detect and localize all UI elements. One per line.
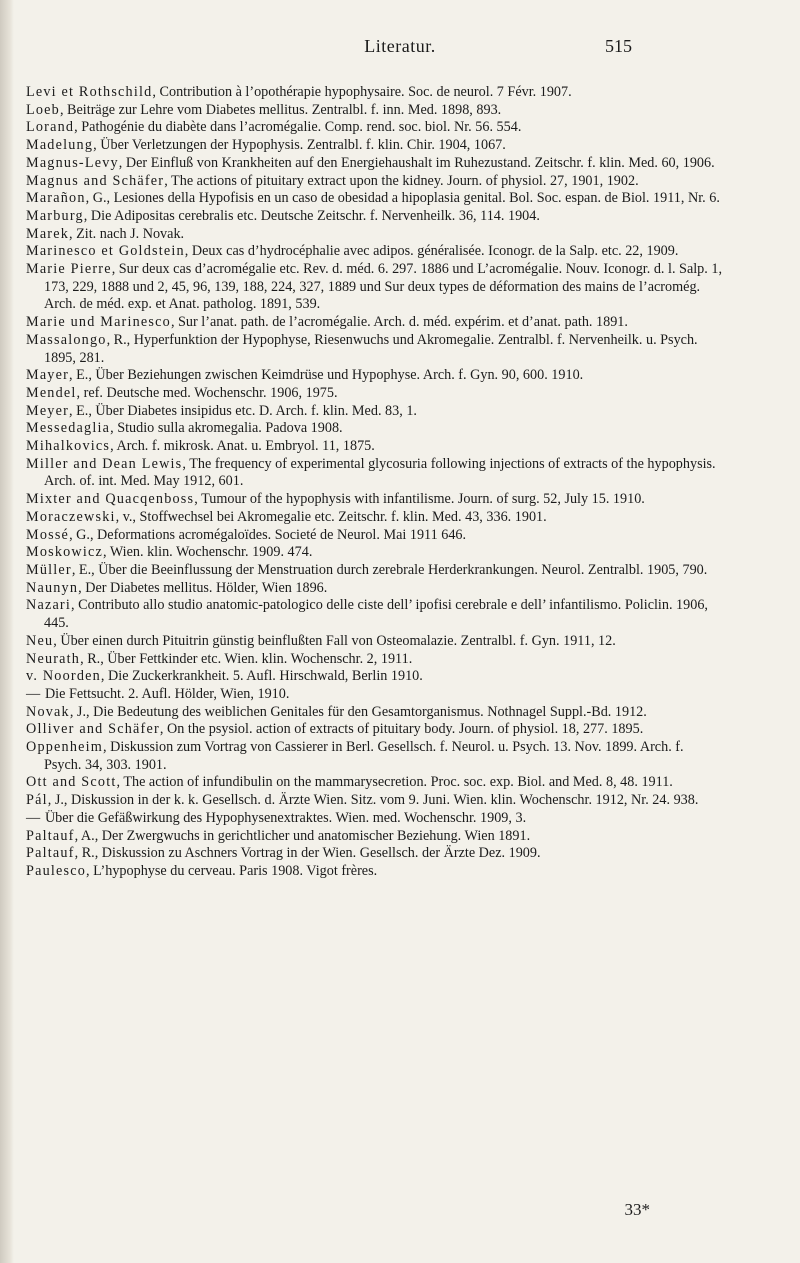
bibliography-entry <box>26 84 722 102</box>
entry-citation: , Deux cas d’hydrocéphalie avec adipos. généralisée. Iconogr. de la Salp. etc. 22, 1909. <box>184 243 679 260</box>
entry-citation: , Beiträge zur Lehre vom Diabetes mellitus. Zentralbl. f. inn. Med. 1898, 893. <box>59 101 502 118</box>
entry-author: Meyer <box>26 402 70 419</box>
bibliography-entry <box>26 190 722 208</box>
entry-author: Paulesco <box>26 862 87 879</box>
entry-author: Loeb <box>26 101 60 118</box>
entry-citation: , Diskussion zum Vortrag von Cassierer in Berl. Gesellsch. f. Neurol. u. Psych. 13. Nov. 1899. Arch. f. Psych. 34, 303. 1901. <box>44 739 684 773</box>
entry-citation: , Sur l’anat. path. de l’acromégalie. Arch. d. méd. expérim. et d’anat. path. 1891. <box>170 314 628 331</box>
bibliography-entry <box>26 651 722 669</box>
entry-author: Neurath <box>26 650 81 667</box>
bibliography-entry <box>26 226 722 244</box>
bibliography-entry <box>26 332 722 367</box>
entry-citation: , Über einen durch Pituitrin günstig beinflußten Fall von Osteomalazie. Zentralbl. f. Gyn. 1911, 12. <box>53 632 616 649</box>
bibliography-entry <box>26 633 722 651</box>
entry-author: Olliver and Schäfer <box>26 721 160 738</box>
bibliography-entry <box>26 119 722 137</box>
bibliography-entry <box>26 792 722 810</box>
entry-citation: , Arch. f. mikrosk. Anat. u. Embryol. 11, 1875. <box>110 438 375 455</box>
entry-citation: , R., Diskussion zu Aschners Vortrag in der Wien. Gesellsch. der Ärzte Dez. 1909. <box>74 845 541 862</box>
entry-author: Paltauf <box>26 845 75 862</box>
entry-citation: , Über Verletzungen der Hypophysis. Zentralbl. f. klin. Chir. 1904, 1067. <box>93 137 506 154</box>
entry-citation: , The frequency of experimental glycosuria following injections of extracts of the hypophysis. Arch. of. int. Med. May 1912, 601. <box>44 455 716 490</box>
entry-citation: , E., Über Diabetes insipidus etc. D. Arch. f. klin. Med. 83, 1. <box>69 402 417 419</box>
bibliography-entry <box>26 491 722 509</box>
entry-citation: , Der Einfluß von Krankheiten auf den Energiehaushalt im Ruhezustand. Zeitschr. f. klin. Med. 60, 1906. <box>118 154 715 171</box>
entry-citation: , J., Diskussion in der k. k. Gesellsch. d. Ärzte Wien. Sitz. vom 9. Juni. Wien. klin. Wochenschr. 1912, Nr. 24. 938. <box>47 792 699 809</box>
entry-citation: , A., Der Zwergwuchs in gerichtlicher und anatomischer Beziehung. Wien 1891. <box>74 827 531 844</box>
entry-author: Magnus and Schäfer <box>26 172 165 189</box>
running-title: Literatur. <box>364 36 436 56</box>
entry-citation: , The action of infundibulin on the mammarysecretion. Proc. soc. exp. Biol. and Med. 8, 48. 1911. <box>116 774 673 791</box>
entry-citation: , ref. Deutsche med. Wochenschr. 1906, 1975. <box>76 384 338 401</box>
entry-author: — <box>26 809 42 826</box>
entry-citation: , G., Lesiones della Hypofisis en un caso de obesidad a hipoplasia genital. Bol. Soc. espan. de Biol. 1911, Nr. 6. <box>85 190 720 207</box>
bibliography-entry <box>26 420 722 438</box>
bibliography-entry <box>26 438 722 456</box>
entry-citation: , Der Diabetes mellitus. Hölder, Wien 1896. <box>78 579 328 596</box>
entry-citation: , Pathogénie du diabète dans l’acromégalie. Comp. rend. soc. biol. Nr. 56. 554. <box>74 119 522 136</box>
entry-author: Levi et Rothschild <box>26 84 153 100</box>
bibliography-entry <box>26 562 722 580</box>
bibliography-entry <box>26 509 722 527</box>
entry-author: Madelung <box>26 137 94 154</box>
entry-citation: , Studio sulla akromegalia. Padova 1908. <box>110 420 343 437</box>
entry-author: Marañon <box>26 190 86 207</box>
entry-author: Novak <box>26 703 70 720</box>
bibliography-entry <box>26 261 722 314</box>
entry-author: Mixter and Quacqenboss <box>26 491 195 508</box>
entry-citation: , Sur deux cas d’acromégalie etc. Rev. d. méd. 6. 297. 1886 und L’acromégalie. Nouv. Iconogr. d. l. Salp. 1, 173, 229, 1888 und 2, 45, 96, 139, 188, 224, 327, 1889 und Sur deux types de déformation des mains de l’acromég. Arch. de méd. exp. et Anat. patholog. 1891, 539. <box>44 261 723 313</box>
page-spine-shadow <box>0 0 14 1263</box>
bibliography-entry <box>26 774 722 792</box>
entry-author: Magnus-Levy <box>26 154 119 171</box>
entry-author: Messedaglia <box>26 420 111 437</box>
entry-citation: , Contribution à l’opothérapie hypophysaire. Soc. de neurol. 7 Févr. 1907. <box>152 84 572 100</box>
entry-author: Moskowicz <box>26 544 103 561</box>
entry-citation: , The actions of pituitary extract upon the kidney. Journ. of physiol. 27, 1901, 1902. <box>164 172 639 189</box>
entry-citation: Die Fettsucht. 2. Aufl. Hölder, Wien, 1910. <box>41 685 290 702</box>
entry-citation: , R., Über Fettkinder etc. Wien. klin. Wochenschr. 2, 1911. <box>80 650 413 667</box>
entry-author: Marie und Marinesco <box>26 314 171 331</box>
entry-citation: , J., Die Bedeutung des weiblichen Genitales für den Gesamtorganismus. Nothnagel Suppl.-Bd. 1912. <box>69 703 647 720</box>
page-number: 515 <box>605 36 632 56</box>
entry-author: Mossé <box>26 526 70 543</box>
entry-author: Paltauf <box>26 827 75 844</box>
entry-citation: , Contributo allo studio anatomic-patologico delle ciste dell’ ipofisi cerebrale e dell’ infantilismo. Policlin. 1906, 445. <box>44 597 708 632</box>
entry-author: Moraczewski <box>26 508 116 525</box>
entry-author: Mayer <box>26 367 70 384</box>
entry-citation: , Die Zuckerkrankheit. 5. Aufl. Hirschwald, Berlin 1910. <box>100 668 423 685</box>
bibliography-entry <box>26 739 722 774</box>
bibliography-entry <box>26 845 722 863</box>
bibliography-entry <box>26 580 722 598</box>
bibliography-entry <box>26 810 722 828</box>
bibliography-entry <box>26 403 722 421</box>
entry-author: Marburg <box>26 207 84 224</box>
entry-citation: , Wien. klin. Wochenschr. 1909. 474. <box>103 544 313 561</box>
entry-citation: , E., Über Beziehungen zwischen Keimdrüse und Hypophyse. Arch. f. Gyn. 90, 600. 1910. <box>69 367 584 384</box>
entry-author: Mihalkovics <box>26 438 111 455</box>
bibliography-entry <box>26 314 722 332</box>
bibliography-entry <box>26 863 722 881</box>
bibliography-entry <box>26 367 722 385</box>
bibliography-entry <box>26 544 722 562</box>
entry-author: v. Noorden <box>26 668 101 685</box>
signature-mark: 33* <box>624 1200 650 1219</box>
entry-citation: , G., Deformations acromégaloïdes. Societé de Neurol. Mai 1911 646. <box>69 526 467 543</box>
bibliography-entry <box>26 686 722 704</box>
bibliography-entry <box>26 102 722 120</box>
bibliography-entry <box>26 243 722 261</box>
entry-citation: , On the psysiol. action of extracts of pituitary body. Journ. of physiol. 18, 277. 1895. <box>159 721 644 738</box>
entry-citation: , E., Über die Beeinflussung der Menstruation durch zerebrale Herderkrankungen. Neurol. Zentralbl. 1905, 790. <box>71 561 708 578</box>
entry-citation: , R., Hyperfunktion der Hypophyse, Riesenwuchs und Akromegalie. Zentralbl. f. Nervenheilk. u. Psych. 1895, 281. <box>44 331 698 366</box>
entry-author: Massalongo <box>26 331 107 348</box>
entry-author: Miller and Dean Lewis <box>26 455 183 472</box>
entry-citation: Über die Gefäßwirkung des Hypophysenextraktes. Wien. med. Wochenschr. 1909, 3. <box>41 809 527 826</box>
entry-author: Naunyn <box>26 579 79 596</box>
entry-citation: , Zit. nach J. Novak. <box>69 225 185 242</box>
bibliography-entry <box>26 155 722 173</box>
bibliography-entry <box>26 208 722 226</box>
bibliography-entry <box>26 721 722 739</box>
bibliography-list <box>26 84 722 881</box>
bibliography-entry <box>26 668 722 686</box>
entry-author: Pál <box>26 792 48 809</box>
bibliography-entry <box>26 597 722 632</box>
entry-citation: , v., Stoffwechsel bei Akromegalie etc. Zeitschr. f. klin. Med. 43, 336. 1901. <box>115 508 547 525</box>
bibliography-entry <box>26 137 722 155</box>
entry-author: Nazari <box>26 597 72 614</box>
entry-citation: , Tumour of the hypophysis with infantilisme. Journ. of surg. 52, July 15. 1910. <box>194 491 645 508</box>
entry-author: — <box>26 685 42 702</box>
entry-author: Lorand <box>26 119 75 136</box>
entry-author: Marek <box>26 225 70 242</box>
bibliography-entry <box>26 704 722 722</box>
entry-author: Marinesco et Goldstein <box>26 243 185 260</box>
entry-citation: , L’hypophyse du cerveau. Paris 1908. Vigot frères. <box>86 862 378 879</box>
entry-author: Müller <box>26 561 72 578</box>
entry-author: Neu <box>26 632 54 649</box>
bibliography-entry <box>26 527 722 545</box>
entry-author: Ott and Scott <box>26 774 117 791</box>
entry-author: Marie Pierre <box>26 261 112 278</box>
bibliography-entry <box>26 456 722 491</box>
bibliography-entry <box>26 173 722 191</box>
page-header <box>0 36 800 62</box>
bibliography-entry <box>26 385 722 403</box>
entry-author: Mendel <box>26 384 77 401</box>
entry-author: Oppenheim <box>26 739 103 756</box>
entry-citation: , Die Adipositas cerebralis etc. Deutsche Zeitschr. f. Nervenheilk. 36, 114. 1904. <box>83 207 540 224</box>
bibliography-entry <box>26 828 722 846</box>
